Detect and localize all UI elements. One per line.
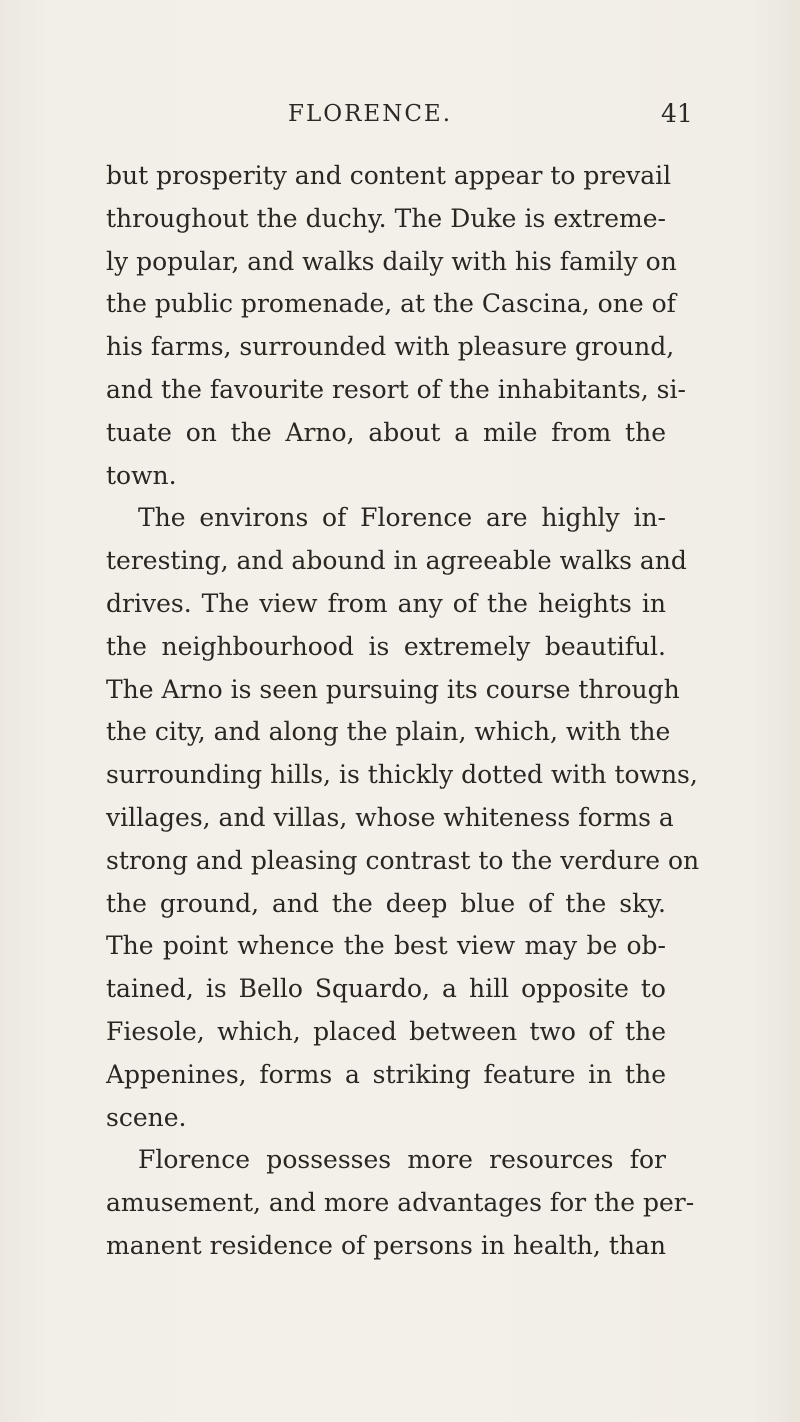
text-line: surrounding hills, is thickly dotted with towns, [106, 760, 698, 790]
text-line: strong and pleasing contrast to the verdure on [106, 845, 700, 875]
text-line: Fiesole, which, placed between two of the [106, 1016, 666, 1046]
text-line: but prosperity and content appear to prevail [106, 161, 672, 190]
text-line: town. [106, 460, 177, 490]
text-line: ly popular, and walks daily with his family on [106, 246, 677, 276]
text-line: scene. [106, 1102, 187, 1132]
page-number: 41 [661, 99, 693, 128]
text-line: manent residence of persons in health, than [106, 1230, 666, 1260]
text-line: throughout the duchy. The Duke is extreme- [106, 203, 666, 233]
text-line: the ground, and the deep blue of the sky. [106, 888, 666, 918]
text-line: teresting, and abound in agreeable walks and [106, 546, 687, 576]
page-header [0, 94, 800, 134]
text-line: The Arno is seen pursuing its course through [106, 674, 680, 704]
text-line: Florence possesses more resources for [138, 1145, 666, 1175]
text-line: his farms, surrounded with pleasure ground, [106, 332, 675, 362]
text-line: The environs of Florence are highly in- [138, 503, 666, 533]
text-line: and the favourite resort of the inhabitants, si- [106, 374, 686, 404]
text-line: tuate on the Arno, about a mile from the [106, 417, 666, 447]
text-line: the city, and along the plain, which, with the [106, 717, 671, 747]
text-line: The point whence the best view may be ob- [106, 931, 666, 961]
body-text [106, 155, 700, 1268]
text-line: drives. The view from any of the heights in [106, 588, 666, 618]
text-line: villages, and villas, whose whiteness forms a [106, 802, 674, 832]
text-line: amusement, and more advantages for the per- [106, 1188, 695, 1218]
text-line: Appenines, forms a striking feature in the [106, 1059, 666, 1089]
running-head: FLORENCE. [288, 101, 453, 127]
text-line: tained, is Bello Squardo, a hill opposite to [106, 974, 666, 1004]
text-line: the public promenade, at the Cascina, one of [106, 289, 676, 319]
text-line: the neighbourhood is extremely beautiful. [106, 631, 666, 661]
